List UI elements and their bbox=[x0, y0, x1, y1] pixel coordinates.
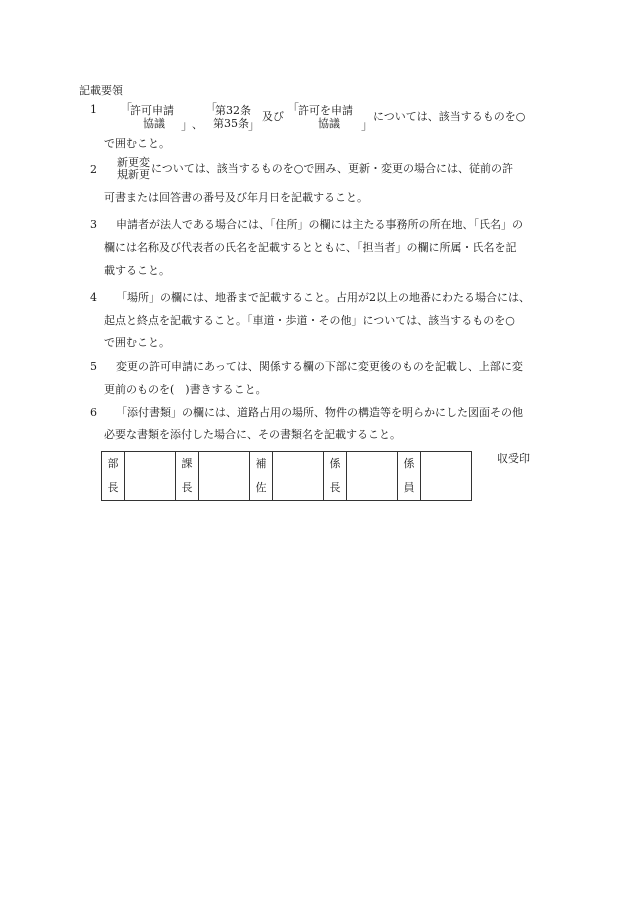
item3-line3: 載すること。 bbox=[104, 264, 170, 277]
stamp-label-kacho bbox=[176, 452, 199, 501]
item1-line2: で囲むこと。 bbox=[104, 137, 170, 150]
item2-tail: については、該当するものを○で囲み、更新・変更の場合には、従前の許 bbox=[151, 162, 514, 175]
stamp-label-bottom: 長 bbox=[107, 481, 119, 494]
stamp-label-kakariin bbox=[398, 452, 421, 501]
item6-line1: 「添付書類」の欄には、道路占用の場所、物件の構造等を明らかにした図面その他 bbox=[116, 406, 523, 419]
item1-option-bottom-2: 協議 bbox=[318, 117, 340, 130]
item6-line2: 必要な書類を添付した場合に、その書類名を記載すること。 bbox=[104, 428, 401, 441]
stamp-box-bucho[interactable] bbox=[125, 452, 176, 501]
item4-line2: 起点と終点を記載すること。「車道・歩道・その他」については、該当するものを○ bbox=[104, 314, 515, 327]
stamp-label-bottom: 員 bbox=[403, 481, 415, 494]
stamp-label-top: 係 bbox=[329, 457, 341, 470]
bracket-open-3: 「 bbox=[287, 102, 300, 116]
item1-option-top-2: 許可を申請 bbox=[298, 104, 353, 117]
item2-line2: 可書または回答書の番号及び年月日を記載すること。 bbox=[104, 191, 368, 204]
stamp-label-top: 部 bbox=[107, 457, 119, 470]
item1-option-top-1: 許可申請 bbox=[130, 104, 174, 117]
bracket-open-2: 「 bbox=[205, 102, 218, 116]
stamp-box-kakariin[interactable] bbox=[421, 452, 472, 501]
item4-line3: で囲むこと。 bbox=[104, 336, 170, 349]
item4-line1: 「場所」の欄には、地番まで記載すること。占用が2以上の地番にわたる場合には、 bbox=[116, 291, 530, 304]
stamp-label-top: 係 bbox=[403, 457, 415, 470]
item1-tail: については、該当するものを○ bbox=[373, 110, 526, 123]
item1-option-bottom-1: 協議 bbox=[143, 117, 165, 130]
bracket-close-3: 」 bbox=[361, 118, 374, 132]
item3-line2: 欄には名称及び代表者の氏名を記載するとともに、「担当者」の欄に所属・氏名を記 bbox=[104, 241, 517, 254]
item5-number: 5 bbox=[90, 360, 97, 373]
item1-article-bottom: 第35条 bbox=[213, 117, 249, 130]
stamp-label-hosa bbox=[250, 452, 273, 501]
item5-line2: 更前のものを( )書きすること。 bbox=[104, 383, 267, 396]
stamp-box-kakaricho[interactable] bbox=[347, 452, 398, 501]
item2-option-bottom: 規新更 bbox=[117, 168, 150, 181]
stamp-label-bottom: 長 bbox=[329, 481, 341, 494]
stamp-label-kakaricho bbox=[324, 452, 347, 501]
stamp-box-kacho[interactable] bbox=[199, 452, 250, 501]
bracket-open-1: 「 bbox=[120, 102, 133, 116]
item4-number: 4 bbox=[90, 291, 97, 304]
item1-separator: 、 bbox=[192, 118, 203, 131]
bracket-close-1: 」 bbox=[181, 118, 194, 132]
stamp-label-bottom: 佐 bbox=[255, 481, 267, 494]
item1-number: 1 bbox=[90, 103, 97, 116]
item3-line1: 申請者が法人である場合には、「住所」の欄には主たる事務所の所在地、「氏名」の bbox=[116, 218, 523, 231]
bracket-close-2: 」 bbox=[248, 118, 261, 132]
stamp-label-top: 補 bbox=[255, 457, 267, 470]
item2-option-top: 新更変 bbox=[117, 156, 150, 169]
stamp-label-bucho bbox=[102, 452, 125, 501]
item1-conjunction: 及び bbox=[262, 110, 284, 123]
item5-line1: 変更の許可申請にあっては、関係する欄の下部に変更後のものを記載し、上部に変 bbox=[116, 360, 523, 373]
stamp-box-hosa[interactable] bbox=[273, 452, 324, 501]
receipt-stamp-label: 収受印 bbox=[497, 452, 530, 465]
heading: 記載要領 bbox=[79, 84, 123, 97]
stamp-label-bottom: 長 bbox=[181, 481, 193, 494]
approval-stamp-table bbox=[101, 451, 472, 501]
item6-number: 6 bbox=[90, 406, 97, 419]
item3-number: 3 bbox=[90, 218, 97, 231]
item1-article-top: 第32条 bbox=[215, 104, 251, 117]
item2-number: 2 bbox=[90, 163, 97, 176]
stamp-label-top: 課 bbox=[181, 457, 193, 470]
